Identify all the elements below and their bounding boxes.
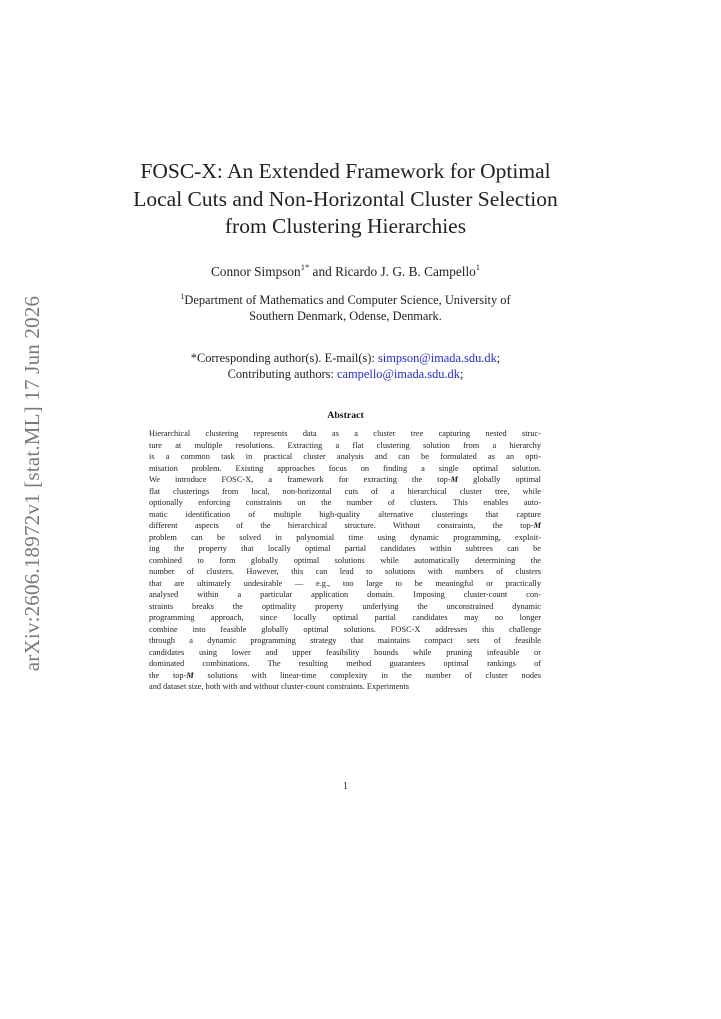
abstract-line: is a common task in practical cluster analysis and can be formulated as an opti- [149,452,541,461]
abstract-line: dominated combinations. The resulting method guarantees optimal rankings of [149,659,541,668]
abstract-line: combine into feasible globally optimal solutions. FOSC-X addresses this challenge [149,624,541,634]
abstract-line: matic identification of multiple high-quality alternative clusterings that capture [149,509,541,519]
affiliation-line-2: Southern Denmark, Odense, Denmark. [249,309,442,323]
abstract-line: ing the property that locally optimal partial candidates within subtrees can be [149,544,541,553]
correspondence [120,350,571,382]
contributing-label: Contributing authors: [227,367,338,381]
abstract-line: analysed within a particular application domain. Imposing cluster-count con- [149,590,541,599]
abstract-line: different aspects of the hierarchical structure. Without constraints, the top-M [149,521,541,530]
contributing-email-link[interactable]: campello@imada.sdu.dk [337,367,460,381]
abstract-line: through a dynamic programming strategy that maintains compact sets of feasible [149,636,541,645]
abstract-line: candidates using lower and upper feasibility bounds while pruning infeasible or [149,647,541,657]
arxiv-stamp [18,293,48,673]
abstract-line: that are ultimately undesirable — e.g., too large to be meaningful or practically [149,578,541,588]
author-affiliation-mark: 1* [300,262,310,272]
corresponding-label: *Corresponding author(s). E-mail(s): [190,351,378,365]
page-number: 1 [343,781,348,792]
abstract-line: Hierarchical clustering represents data as a cluster tree capturing nested struc- [149,429,541,438]
abstract-line: ture at multiple resolutions. Extracting a flat clustering solution from a hierarchy [149,440,541,450]
title-line-1: FOSC-X: An Extended Framework for Optimal [140,159,551,183]
abstract-line: programming approach, since locally optimal partial candidates may no longer [149,613,541,622]
abstract-line: optionally enforcing constraints on the number of clusters. This enables auto- [149,498,541,507]
paper-title [120,158,571,241]
author-name: Connor Simpson [210,264,301,279]
abstract-line: We introduce FOSC-X, a framework for extracting the top-M globally optimal [149,475,541,484]
author-connector: and [309,264,336,279]
separator: ; [459,367,464,381]
author-name: Ricardo J. G. B. Campello [335,264,476,279]
affiliation-mark: 1 [180,292,185,301]
abstract-body [149,428,541,693]
abstract-line: and dataset size, both with and without cluster-count constraints. Experiments [149,682,410,691]
corresponding-email-link[interactable]: simpson@imada.sdu.dk [377,351,497,365]
author-affiliation-mark: 1 [475,262,481,272]
abstract-heading: Abstract [327,410,364,421]
separator: ; [496,351,501,365]
abstract-line: number of clusters. However, this can lead to solutions with numbers of clusters [149,567,541,576]
title-line-2: Local Cuts and Non-Horizontal Cluster Selection [133,186,558,211]
abstract-line: combined to form globally optimal solutions while automatically determining the [149,555,541,565]
abstract-line: the top-M solutions with linear-time complexity in the number of cluster nodes [149,670,541,680]
abstract-line: misation problem. Existing approaches focus on finding a single optimal solution. [149,463,541,473]
abstract-line: problem can be solved in polynomial time using dynamic programming, exploit- [149,532,541,542]
affiliation-line-1: Department of Mathematics and Computer Science, University of [184,293,511,307]
author-list [120,262,571,280]
arxiv-stamp-text: arXiv:2606.18972v1 [stat.ML] 17 Jun 2026 [20,295,45,671]
title-line-3: from Clustering Hierarchies [224,214,467,238]
affiliation [140,289,551,324]
abstract-line: straints breaks the optimality property underlying the unconstrained dynamic [149,601,541,611]
abstract-line: flat clusterings from local, non-horizontal cuts of a hierarchical cluster tree, while [149,486,541,496]
